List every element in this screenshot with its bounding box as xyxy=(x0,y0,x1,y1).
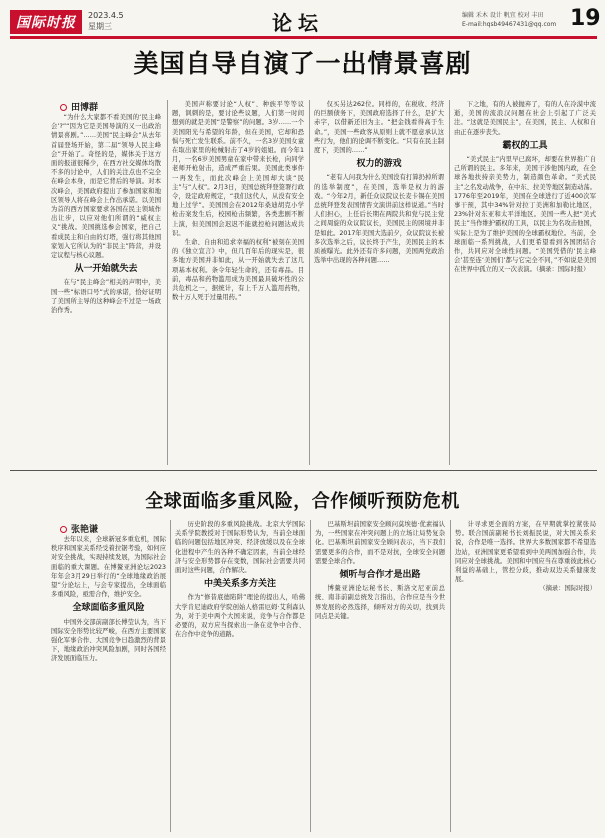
article2-col3-text: 巴基斯坦前国家安全顾问莫埃德·优素福认为，一些国家在冲突问题上的立场让局势复杂化。巴基斯坦前国家安全顾问表示，当下我们需要更多的合作，而不是对抗，全球安全问题需要全球合作。 xyxy=(315,521,445,565)
column-divider xyxy=(450,520,451,832)
article1-subhead-4: 霸权的工具 xyxy=(502,140,548,151)
article1-author: 田博群 xyxy=(71,103,99,113)
section-title: 论坛 xyxy=(272,11,324,35)
article1-byline xyxy=(60,100,98,113)
article2-column-3 xyxy=(315,520,445,831)
article1-column-1 xyxy=(51,113,161,461)
article2-col1b-text: 中国外交部前副部长傅莹认为，当下国际安全形势比较严峻，在西方主要国家强化军事合作、大国竞争日趋激烈的背景下，地缘政治冲突风险加剧，同时各国经济发展面临压力。 xyxy=(51,618,166,663)
article1-col3-text: 仅买另达262位。同样的，在税收、经济的巨额债务下，美国政府选择了什么，是扩大赤字，以借新还旧为主。“把金钱看得高于生命。”，美国一些政客从原则上就不愿意承认这些行为，他们的论调不断变化。“只有在民主制度下，美国的……” xyxy=(314,101,444,155)
column-divider xyxy=(167,100,168,465)
article1-col4-text: 下之地，有的人被抛弃了，有的人在冷漠中流逝，美国的流浪汉问题在社会上引起了广泛关注。“这就是美国民主”，在美国，民主、人权和自由正在逐步丧失。 xyxy=(454,101,596,136)
article1-column-4 xyxy=(454,100,596,461)
article1-headline: 美国自导自演了一出情景喜剧 xyxy=(133,49,472,78)
article1-subhead-1: 从一开始就失去 xyxy=(74,264,138,275)
newspaper-logo: 国际时报 xyxy=(10,10,82,34)
article2-col3b-text: 博鳌亚洲论坛秘书长、斯洛文尼亚前总统、南非前副总统发言指出，合作应是当今世界发展的必然选择，倾听对方的关切，找到共同点是关键。 xyxy=(315,585,445,620)
article1-col3b-text: “老有人问我为什么美国没有打算扔掉所谓的选举制度”，在美国，选举是权力的游戏。“今年2月，新任众议院议长麦卡锡在美国总统拜登发表国情咨文演讲前这样说道。”当时人们担心，上任后长期在两院共和党与民主党之间周旋的众议院议长，美国民主的困境并非是如此。2017年美国大选前夕，众议院议长被多次选举之后，议长终于产生，美国民主的本质被曝光。此外还有许多问题，美国两党政治选举中出现的各种问题…… xyxy=(314,174,444,265)
article2-subhead-3: 倾听与合作才是出路 xyxy=(339,570,421,581)
article2-col1-text: 去年以来，全球新冠多重危机，国际秩序和国家关系经受着拉锯考验，如何应对安全挑战，实现持续发展，为国际社会面临的重大课题。在博鳌亚洲论坛2023年年会3月29日举行的“全球地缘政治展望”分论坛上，与会专家提出，全球面临多重风险，亟需合作，维护安全。 xyxy=(51,536,166,599)
article2-credit: （摘录：国际时报） xyxy=(539,585,596,593)
article1-column-2 xyxy=(172,100,304,461)
column-divider xyxy=(309,100,310,465)
article1-col2b-text: 生命、自由和追求幸福的权利“被刻在美国的《独立宣言》中，但几百年后的现实是，很多地方美国并非如此，从一开始就失去了这几项基本权利。条令年轻生命的，还有毒品。目前，毒品和药物滥用成为美国最具破坏性的公共危机之一，据统计，有上千万人滥用药物，数十万人死于过量用药。” xyxy=(172,239,304,302)
issue-date-block xyxy=(88,10,124,32)
page-number: 19 xyxy=(570,6,601,31)
article2-headline: 全球面临多重风险，合作倾听预防危机 xyxy=(145,491,460,512)
article2-byline xyxy=(60,522,98,535)
article2-col2-text: 历史阶段的多重风险挑战。北京大学国际关系学院教授对于国际形势认为，当前全球面临的问题包括地区冲突、经济放缓以及在全球化进程中产生的各种不确定因素，当前全球经济与安全形势都存在变数，国际社会需要共同面对这些问题，合作解决。 xyxy=(175,521,305,575)
article1-column-3 xyxy=(314,100,444,461)
article1-col1b-text: 在与“民主峰会”相关的声明中，美国一些“标语口号”式的承诺，恰好证明了美国所主导的这种峰会不过是一场政治作秀。 xyxy=(51,279,161,315)
article-separator xyxy=(10,470,597,471)
issue-weekday: 星期三 xyxy=(88,22,112,31)
issue-date: 2023.4.5 xyxy=(88,11,124,20)
masthead xyxy=(10,6,601,36)
article2-column-2 xyxy=(175,520,305,831)
byline-bullet-icon xyxy=(60,526,67,533)
byline-bullet-icon xyxy=(60,104,67,111)
article2-subhead-1: 全球面临多重风险 xyxy=(72,603,145,614)
article2-author: 张艳谦 xyxy=(71,525,99,535)
article1-col2-text: 美国声称要讨论“人权”、种族平等等议题，讽刺的是，要讨论些议题，人们第一时间想到的就是美国“是警察”的问题。3岁……一个美国阳光与希望的年龄，但在美国，它却和恐惧与死亡发生联系。前不久，一名3岁美国女童在取出家里的枪械射击了4岁的姐姐。而今年1月，一名6岁美国男童在家中带来长枪，向同学老师开枪射击，造成严重后果。美国此类事件一再发生，而此次峰会上美国却大谈“民主”与“人权”。2月3日，美国总统拜登签署行政令，设定政府规定，“我们这代人，从没有安全地上过学”。美国国会在2012年桑迪胡克小学枪击案发生后，校园枪击频繁，各类悲剧不断上演，但美国国会迟迟不能就控枪问题达成共识。 xyxy=(172,101,304,237)
editors-block xyxy=(462,11,556,29)
email-line: E-mail:hqsb49467431@qq.com xyxy=(462,21,557,28)
article2-col4-text: 计寻求更全面的方案，在早期就掌控紧张局势。联合国前副秘书长刘振民说，对大国关系来说，合作是唯一选择。世界大多数国家都不希望选边站，亚洲国家更希望看到中美两国加强合作，共同应对全球挑战。美国和中国应当在尊重彼此核心利益的基础上，管控分歧，推动双边关系健康发展。 xyxy=(455,521,596,584)
article2-column-1 xyxy=(51,535,166,831)
column-divider xyxy=(310,520,311,832)
article1-subhead-3: 权力的游戏 xyxy=(356,159,402,170)
article2-subhead-2: 中美关系多方关注 xyxy=(203,579,276,590)
column-divider xyxy=(449,100,450,465)
column-divider xyxy=(170,520,171,832)
editors-line: 编辑 禾木 设计 帆宜 校对 丰田 xyxy=(462,12,544,19)
masthead-rule xyxy=(10,36,597,39)
article1-col4b-text: “美式民主”内里早已腐坏，却要在世界推广自己所谓的民主。多年来，美国干涉他国内政，在全球各地扶持亲美势力，制造颜色革命。“美式民主”之名发动战争，在中东、拉美等地区制造动荡。1776年至2019年，美国在全球进行了近400次军事干预，其中34%针对拉丁美洲和加勒比地区，23%针对东亚和太平洋地区。美国一些人把“美式民主”当作维护霸权的工具，以民主为名攻击他国，实际上是为了维护美国的全球霸权地位。当前，全球面临一系列挑战，人们更希望看到各国团结合作，共同应对全球性问题。“美国凭借的‘民主峰会’甚至连‘美国们’都与它完全不同，”不如说是美国在世界中孤立的又一次表演。（摘录：国际时报） xyxy=(454,156,596,274)
article2-column-4 xyxy=(455,520,596,831)
article2-col2b-text: 作为“修昔底德陷阱”理论的提出人，哈佛大学肯尼迪政府学院创始人格雷厄姆·艾利森认为，对于美中两个大国来说，竞争与合作都是必要的，双方应当探索出一条在竞争中合作、在合作中竞争的道路。 xyxy=(175,594,305,639)
article1-col1-text: “为什么大家都不看美国的‘民主峰会’?”“因为它是美国导演的又一出政治情景喜剧。”……美国“民主峰会”从去年首届登场开始，第二届“领导人民主峰会”开始了。奇怪的是，媒体关于这方面的报道很稀少，在西方社交媒体均散不多的讨论中，人们的关注点也不完全在峰会本身，而是它背后的导演。对本次峰会，美国政府提出了参加国家和地区领导人将在峰会上作出承诺。以美国为首的西方国家要求各国在民主领域作出让步，以应对他们所谓的“威权主义”挑战。美国挑选参会国家，把自己看成民主和自由的灯塔，强行将其他国家划入它所认为的“非民主”阵营，并设定议程与核心议题。 xyxy=(51,114,161,260)
